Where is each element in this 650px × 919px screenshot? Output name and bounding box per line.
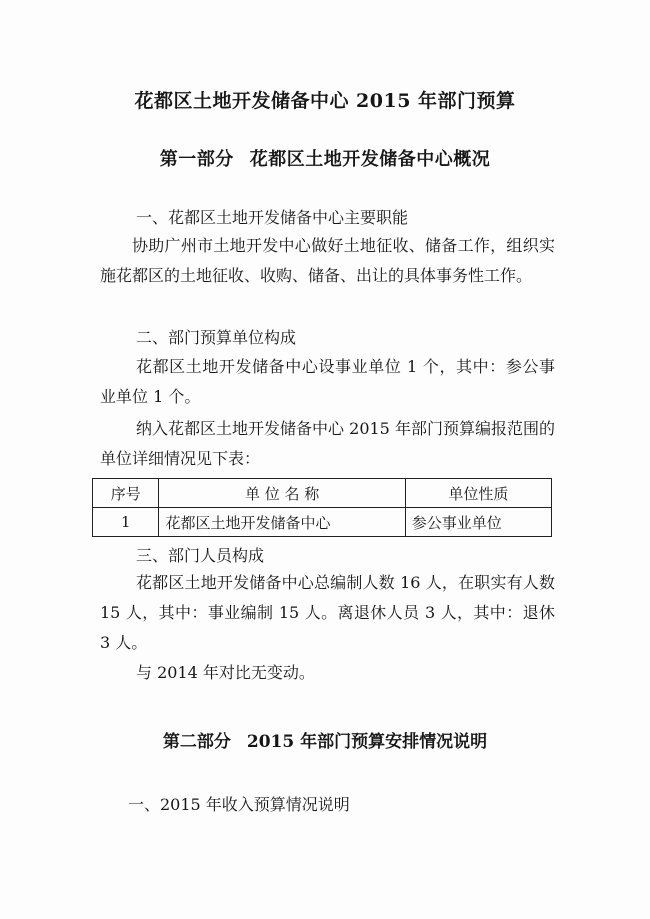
document-title: 花都区土地开发储备中心 2015 年部门预算: [134, 90, 516, 112]
table-header-index: 序号: [93, 479, 159, 508]
section-3-body-1: 花都区土地开发储备中心总编制人数 16 人，在职实有人数 15 人，其中：事业编制 15 人。离退休人员 3 人，其中：退休 3 人。: [100, 573, 555, 652]
table-cell-unit-type: 参公事业单位: [405, 508, 551, 537]
part-one-title: 花都区土地开发储备中心概况: [249, 149, 491, 170]
section-1-body: 协助广州市土地开发中心做好土地征收、储备工作，组织实施花都区的土地征收、收购、储备、出让的具体事务性工作。: [100, 236, 555, 285]
part-one-label: 第一部分: [159, 149, 234, 170]
part-two-heading: [0, 727, 650, 752]
section-2-body-1: 花都区土地开发储备中心设事业单位 1 个，其中：参公事业单位 1 个。: [100, 357, 555, 406]
section-3-body-2: 与 2014 年对比无变动。: [136, 663, 315, 682]
table-cell-index: 1: [93, 508, 159, 537]
unit-table: [92, 478, 552, 537]
section-2-body-2: 纳入花都区土地开发储备中心 2015 年部门预算编报范围的单位详细情况见下表：: [100, 419, 555, 468]
table-cell-unit-name: 花都区土地开发储备中心: [159, 508, 405, 537]
section-2-heading: 二、部门预算单位构成: [136, 328, 297, 347]
section-4-heading: 一、2015 年收入预算情况说明: [128, 795, 350, 814]
table-header-unit-type: 单位性质: [405, 479, 551, 508]
part-two-label: 第二部分: [162, 732, 231, 752]
table-row: [93, 508, 552, 537]
part-two-title: 2015 年部门预算安排情况说明: [246, 732, 488, 752]
table-header-row: [93, 479, 552, 508]
section-1-heading: 一、花都区土地开发储备中心主要职能: [136, 208, 409, 227]
section-3-heading: 三、部门人员构成: [136, 546, 265, 565]
part-one-heading: [0, 145, 650, 171]
table-header-unit-name: 单 位 名 称: [159, 479, 405, 508]
